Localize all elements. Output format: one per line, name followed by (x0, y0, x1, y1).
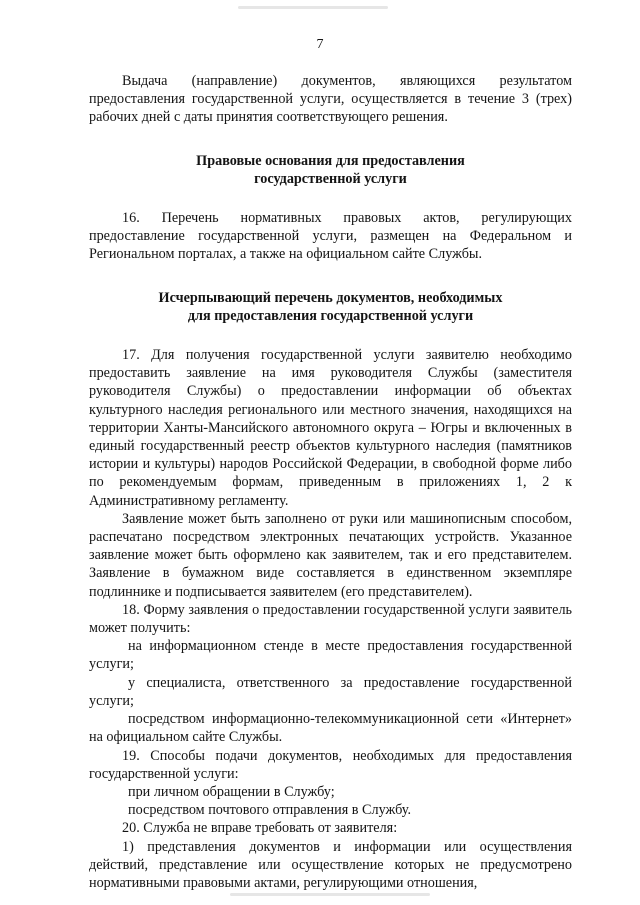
heading-legal-basis-line2: государственной услуги (254, 170, 407, 187)
paragraph-19: 19. Способы подачи документов, необходимых для предоставления государственной услуги: (89, 747, 572, 782)
paragraph-17: 17. Для получения государственной услуги заявителю необходимо предоставить заявление на имя руководителя Службы (заместителя руководителя Службы) о предоставлении информации об объектах культурного наследия регионального или местного значения, находящихся на территории Ханты-Мансийского автономного округа – Югры и включенных в единый государственный реестр объектов культурного наследия (памятников истории и культуры) народов Российской Федерации, в свободной форме либо по рекомендуемым формам, приведенным в приложениях 1, 2 к Административному регламенту. (89, 347, 572, 509)
paragraph-18-item-internet: посредством информационно-телекоммуникационной сети «Интернет» на официальном сайте Службы. (89, 711, 572, 746)
scan-artifact-bottom (230, 893, 430, 896)
paragraph-18-item-specialist: у специалиста, ответственного за предоставление государственной услуги; (89, 674, 572, 709)
paragraph-17-application: Заявление может быть заполнено от руки или машинописным способом, распечатано посредством электронных печатающих устройств. Указанное заявление может быть оформлено как заявителем, так и его представителем. Заявление в бумажном виде составляется в единственном экземпляре подлиннике и подписывается заявителем (его представителем). (89, 510, 572, 600)
page-number: 7 (316, 37, 324, 52)
paragraph-20-item-1: 1) представления документов и информации или осуществления действий, представление или осуществление которых не предусмотрено нормативными правовыми актами, регулирующими отношения, (89, 838, 572, 891)
scan-artifact-top (238, 6, 388, 9)
document-body (89, 72, 572, 892)
paragraph-16: 16. Перечень нормативных правовых актов, регулирующих предоставление государственной услуги, размещен на Федеральном и Региональном порталах, а также на официальном сайте Службы. (89, 210, 572, 263)
heading-legal-basis-line1: Правовые основания для предоставления (196, 152, 465, 169)
heading-documents-list-line2: для предоставления государственной услуги (187, 307, 474, 324)
paragraph-18-item-stand: на информационном стенде в месте предоставления государственной услуги; (89, 638, 572, 673)
paragraph-20: 20. Служба не вправе требовать от заявителя: (122, 820, 398, 837)
paragraph-19-item-mail: посредством почтового отправления в Службу. (128, 802, 412, 819)
heading-documents-list-line1: Исчерпывающий перечень документов, необходимых (158, 289, 503, 306)
heading-legal-basis (89, 152, 572, 188)
heading-documents-list (89, 289, 572, 325)
paragraph-18: 18. Форму заявления о предоставлении государственной услуги заявитель может получить: (89, 601, 572, 637)
paragraph-19-item-personal: при личном обращении в Службу; (128, 783, 335, 800)
paragraph-issuance: Выдача (направление) документов, являющихся результатом предоставления государственной услуги, осуществляется в течение 3 (трех) рабочих дней с даты принятия соответствующего решения. (89, 73, 572, 126)
